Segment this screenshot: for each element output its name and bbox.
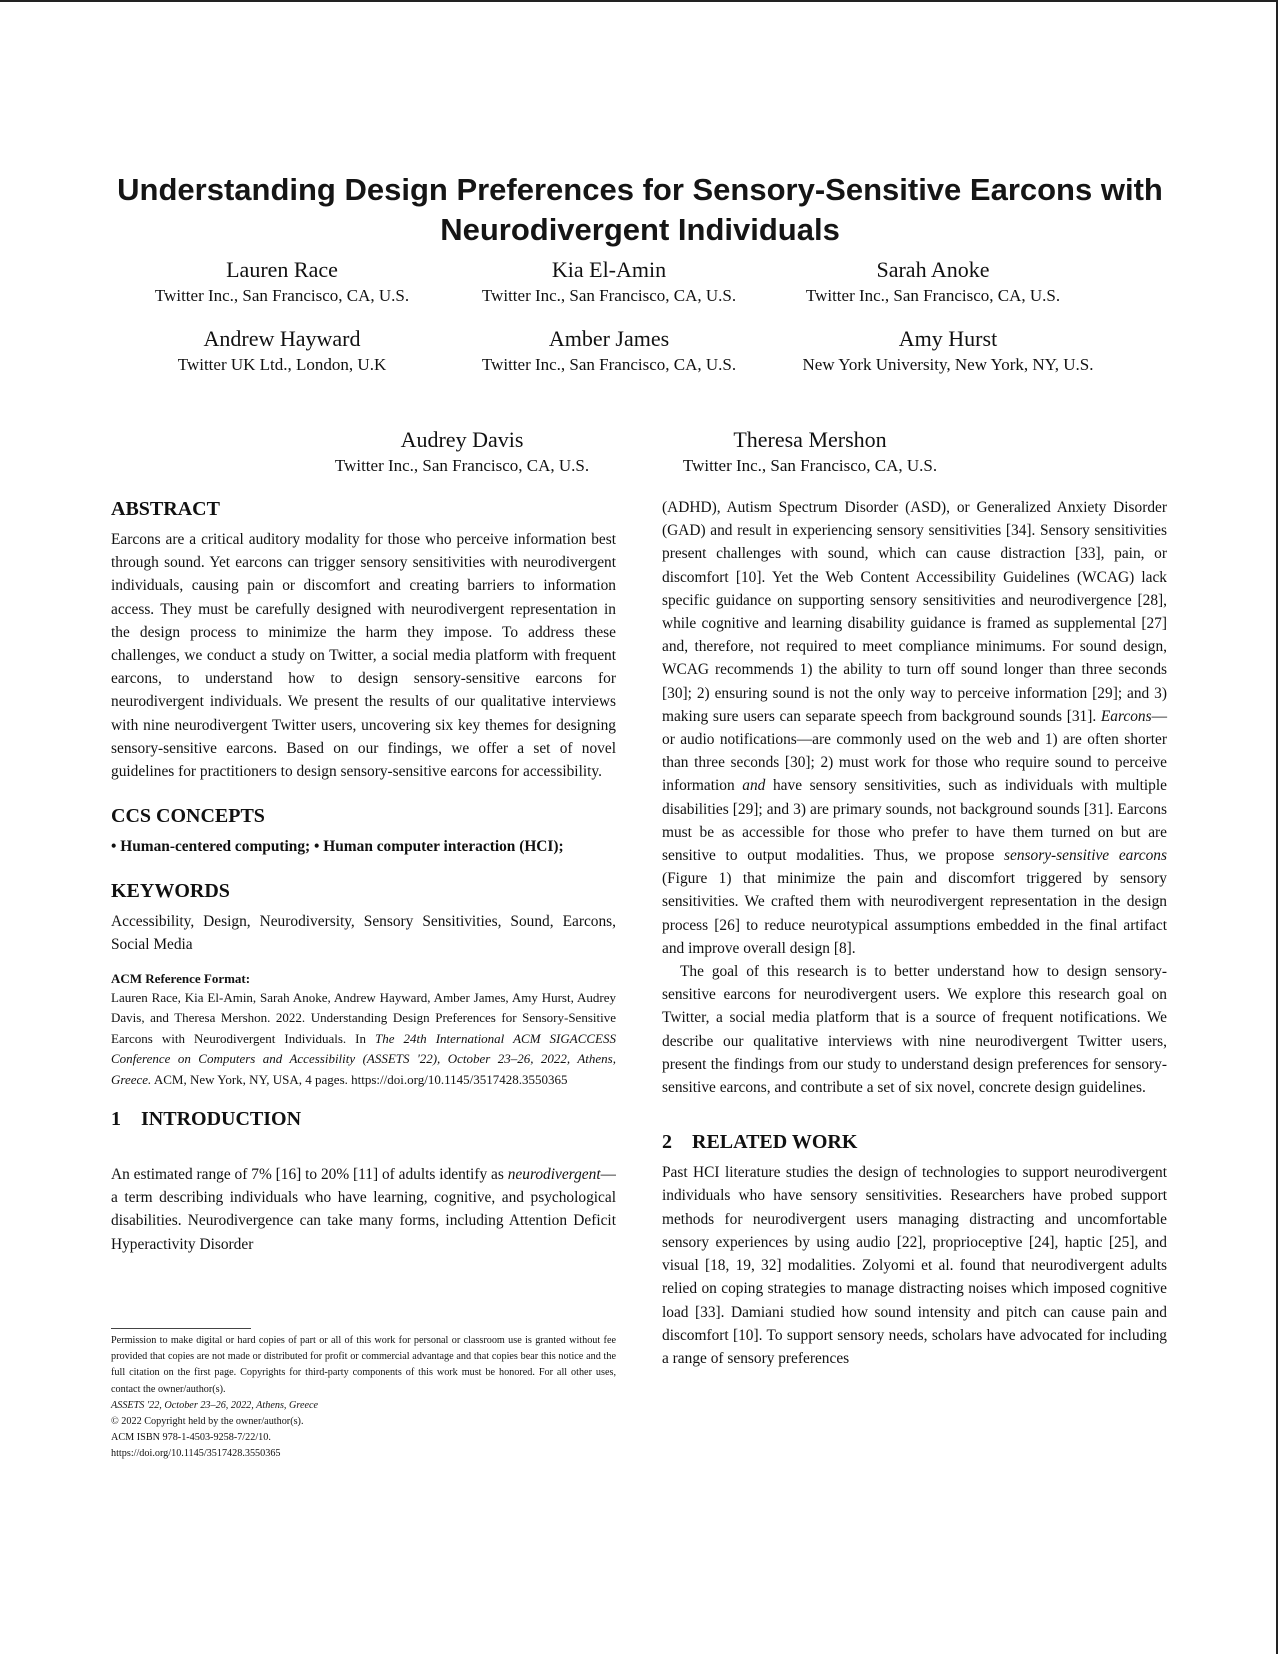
- right-column: [662, 496, 1167, 1370]
- page-border-top: [0, 0, 1278, 2]
- left-column: [111, 496, 616, 1138]
- related-heading: [662, 1129, 1167, 1155]
- footnote-doi: https://doi.org/10.1145/3517428.3550365: [111, 1448, 281, 1460]
- intro-emphasis: neurodivergent: [507, 1166, 601, 1183]
- intro-text: (ADHD), Autism Spectrum Disorder (ASD), or Generalized Anxiety Disorder (GAD) and result in experiencing sensory sensitivities [34]. Sensory sensitivities present challenges with sound, which can cause distraction [33], pain, or discomfort [10]. Yet the Web Content Accessibility Guidelines (WCAG) lack specific guidance on supporting sensory sensitivities and neurodivergence [28], while cognitive and learning disability guidance is framed as supplemental [27] and, therefore, not required to meet compliance minimums. For sound design, WCAG recommends 1) the ability to turn off sound longer than three seconds [30]; 2) ensuring sound is not the only way to perceive information [29]; and 3) making sure users can separate speech from background sounds [31].: [662, 499, 1167, 725]
- author-block: [132, 257, 432, 308]
- author-affiliation: Twitter Inc., San Francisco, CA, U.S.: [334, 456, 590, 475]
- keywords-heading: KEYWORDS: [111, 880, 230, 903]
- reference-doi: ACM, New York, NY, USA, 4 pages. https://doi.org/10.1145/3517428.3550365: [151, 1071, 568, 1087]
- keywords-text: Accessibility, Design, Neurodiversity, Sensory Sensitivities, Sound, Earcons, Social Media: [111, 913, 616, 954]
- author-name: Sarah Anoke: [876, 257, 990, 282]
- intro-text: (Figure 1) that minimize the pain and discomfort triggered by sensory sensitivities. We crafted them with neurodivergent representation in the design process [26] to reduce neurotypical assumptions embedded in the final artifact and improve overall design [8].: [662, 870, 1167, 957]
- section-number: 2: [662, 1131, 672, 1154]
- author-block: [783, 257, 1083, 308]
- section-title: RELATED WORK: [692, 1131, 858, 1154]
- permission-footnote: [111, 1333, 616, 1463]
- intro-emphasis: Earcons: [1100, 707, 1152, 725]
- author-name: Theresa Mershon: [733, 427, 887, 452]
- author-block: [304, 427, 620, 478]
- author-name: Amber James: [548, 326, 670, 351]
- intro-text: have sensory sensitivities, such as individuals with multiple disabilities [29]; and 3) are primary sounds, not background sounds [31]. Earcons must be as accessible for those who prefer to have them turned on but are sensitive to output modalities. Thus, we propose: [662, 777, 1167, 865]
- paper-title: Understanding Design Preferences for Sensory-Sensitive Earcons with Neurodivergent Individuals: [117, 172, 1163, 247]
- author-block: [132, 326, 432, 377]
- section-number: 1: [111, 1108, 121, 1131]
- footnote-copyright: © 2022 Copyright held by the owner/author(s).: [111, 1416, 304, 1428]
- reference-heading: ACM Reference Format:: [111, 970, 251, 986]
- author-affiliation: Twitter Inc., San Francisco, CA, U.S.: [154, 286, 410, 305]
- intro-heading: [111, 1106, 616, 1132]
- author-block: [798, 326, 1098, 377]
- author-name: Andrew Hayward: [203, 326, 361, 351]
- intro-p1-start: [111, 1163, 616, 1256]
- author-block: [459, 326, 759, 377]
- reference-venue: The 24th International ACM SIGACCESS Conference on Computers and Accessibility (ASSETS '22), October 23–26, 2022, Athens, Greece.: [111, 1030, 616, 1087]
- footnote-venue-text: ASSETS '22, October 23–26, 2022, Athens, Greece: [111, 1399, 319, 1411]
- intro-text: —a term describing individuals who have learning, cognitive, and psychological disabilities. Neurodivergence can take many forms, including Attention Deficit Hyperactivity Disorder: [111, 1166, 616, 1253]
- abstract-heading: ABSTRACT: [111, 498, 220, 520]
- intro-text: —or audio notifications—are commonly used on the web and 1) are often shorter than three seconds [30]; 2) must work for those who require sound to perceive information: [662, 707, 1167, 795]
- author-affiliation: Twitter Inc., San Francisco, CA, U.S.: [481, 355, 737, 374]
- author-affiliation: Twitter Inc., San Francisco, CA, U.S.: [481, 286, 737, 305]
- related-p1: Past HCI literature studies the design of technologies to support neurodivergent individuals who have sensory sensitivities. Researchers have probed support methods for neurodivergent users managing distracting and uncomfortable sensory experiences by using audio [22], proprioceptive [24], haptic [25], and visual [18, 19, 32] modalities. Zolyomi et al. found that neurodivergent adults relied on coping strategies to manage distracting noises which imposed cognitive load [33]. Damiani studied how sound intensity and pitch can cause pain and discomfort [10]. To support sensory needs, scholars have advocated for including a range of sensory preferences: [662, 1164, 1167, 1367]
- intro-p2: The goal of this research is to better understand how to design sensory-sensitive earcons for neurodivergent users. We explore this research goal on Twitter, a social media platform that is a source of frequent notifications. We describe our qualitative interviews with nine neurodivergent Twitter users, present the findings from our study to understand design preferences for sensory-sensitive earcons, and contribute a set of six novel, concrete design guidelines.: [662, 963, 1167, 1097]
- ccs-text: • Human-centered computing; • Human computer interaction (HCI);: [111, 838, 564, 856]
- author-affiliation: Twitter Inc., San Francisco, CA, U.S.: [805, 286, 1061, 305]
- intro-text: An estimated range of 7% [16] to 20% [11] of adults identify as: [111, 1166, 508, 1183]
- ccs-heading: CCS CONCEPTS: [111, 805, 265, 828]
- author-name: Lauren Race: [226, 257, 338, 282]
- author-name: Audrey Davis: [400, 427, 524, 452]
- footnote-rule: [111, 1328, 251, 1329]
- intro-p1-continued: [662, 496, 1167, 960]
- section-title: INTRODUCTION: [141, 1108, 302, 1131]
- footnote-venue: [111, 1398, 616, 1414]
- intro-emphasis: sensory-sensitive earcons: [1004, 847, 1167, 865]
- footnote-isbn: ACM ISBN 978-1-4503-9258-7/22/10.: [111, 1432, 271, 1444]
- author-affiliation: New York University, New York, NY, U.S.: [802, 355, 1094, 374]
- intro-emphasis: and: [742, 777, 766, 795]
- author-block: [459, 257, 759, 308]
- author-affiliation: Twitter UK Ltd., London, U.K: [177, 355, 387, 374]
- author-block: [652, 427, 968, 478]
- abstract-text: Earcons are a critical auditory modality for those who perceive information best through sound. Yet earcons can trigger sensory sensitivities with neurodivergent individuals, causing pain or discomfort and creating barriers to information access. They must be carefully designed with neurodivergent representation in the design process to minimize the harm they impose. To address these challenges, we conduct a study on Twitter, a social media platform with frequent earcons, to understand how to design sensory-sensitive earcons for neurodivergent individuals. We present the results of our qualitative interviews with nine neurodivergent Twitter users, uncovering six key themes for designing sensory-sensitive earcons. Based on our findings, we offer a set of novel guidelines for practitioners to design sensory-sensitive earcons for accessibility.: [111, 531, 616, 781]
- reference-authors: Lauren Race, Kia El-Amin, Sarah Anoke, Andrew Hayward, Amber James, Amy Hurst, Audrey Davis, and Theresa Mershon. 2022. Understanding Design Preferences for Sensory-Sensitive Earcons with Neurodivergent Individuals. In: [111, 989, 616, 1046]
- author-affiliation: Twitter Inc., San Francisco, CA, U.S.: [682, 456, 938, 475]
- reference-text: [111, 988, 616, 1091]
- author-name: Kia El-Amin: [551, 257, 667, 282]
- intro-paragraph-left: [111, 1163, 616, 1286]
- author-name: Amy Hurst: [898, 326, 998, 351]
- permission-text: Permission to make digital or hard copies of part or all of this work for personal or classroom use is granted without fee provided that copies are not made or distributed for profit or commercial advantage and that copies bear this notice and the full citation on the first page. Copyrights for third-party components of this work must be honored. For all other uses, contact the owner/author(s).: [111, 1335, 616, 1395]
